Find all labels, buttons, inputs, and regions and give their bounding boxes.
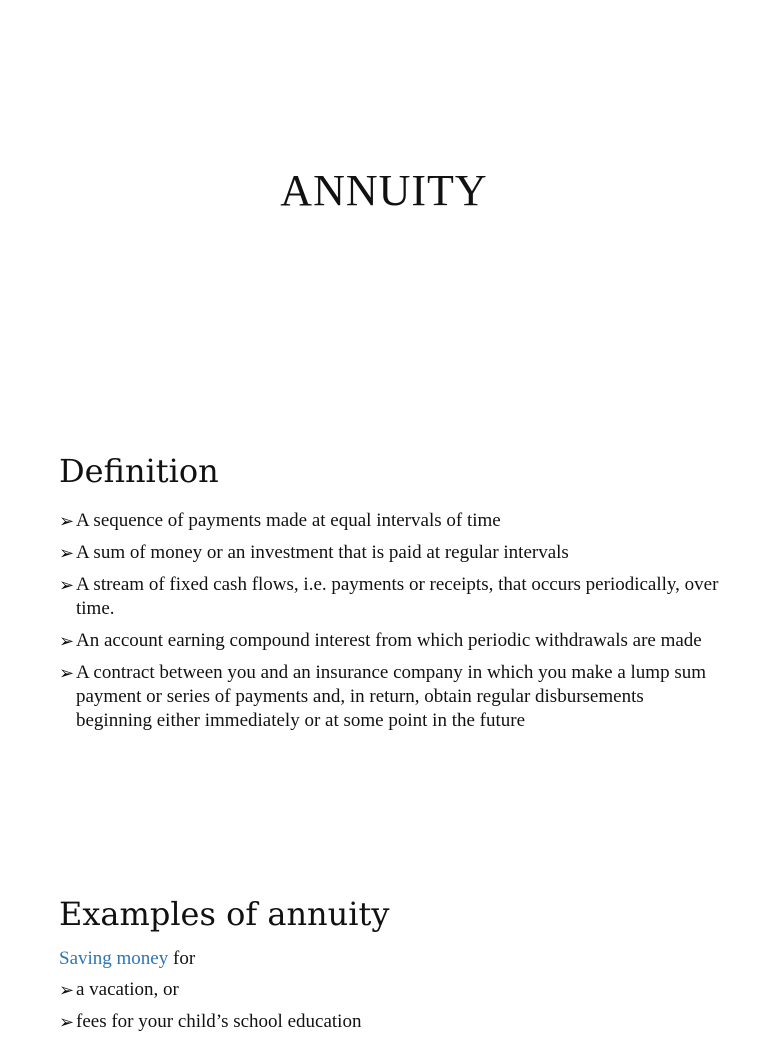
list-item [59,1010,719,1034]
main-title: ANNUITY [280,166,488,215]
examples-slide [0,850,768,1032]
arrow-bullet-icon: ➢ [59,663,75,683]
example-text: a vacation, or [76,979,179,1000]
list-item [59,509,719,533]
definition-list [59,509,719,741]
definition-heading: Definition [59,452,219,490]
arrow-bullet-icon: ➢ [59,575,75,595]
list-item [59,629,719,653]
definition-text: A sum of money or an investment that is paid at regular intervals [76,542,569,563]
arrow-bullet-icon: ➢ [59,1012,75,1032]
definition-slide [0,410,768,850]
list-item [59,541,719,565]
definition-text: A stream of fixed cash flows, i.e. payments or receipts, that occurs periodically, over time. [76,574,719,619]
definition-text: An account earning compound interest from which periodic withdrawals are made [76,630,702,651]
examples-intro-rest: for [168,948,196,969]
saving-money-link[interactable]: Saving money [59,948,169,969]
title-slide [0,0,768,410]
arrow-bullet-icon: ➢ [59,631,75,651]
list-item [59,661,719,733]
list-item [59,978,719,1002]
examples-heading: Examples of annuity [59,895,390,933]
example-text: fees for your child’s school education [76,1011,362,1032]
arrow-bullet-icon: ➢ [59,511,75,531]
examples-list [59,978,719,1042]
arrow-bullet-icon: ➢ [59,980,75,1000]
definition-text: A contract between you and an insurance company in which you make a lump sum payment or series of payments and, in return, obtain regular disbursements beginning either immediately or at some point in the future [76,662,706,731]
arrow-bullet-icon: ➢ [59,543,75,563]
list-item [59,573,719,621]
examples-intro [59,947,195,971]
definition-text: A sequence of payments made at equal intervals of time [76,510,501,531]
